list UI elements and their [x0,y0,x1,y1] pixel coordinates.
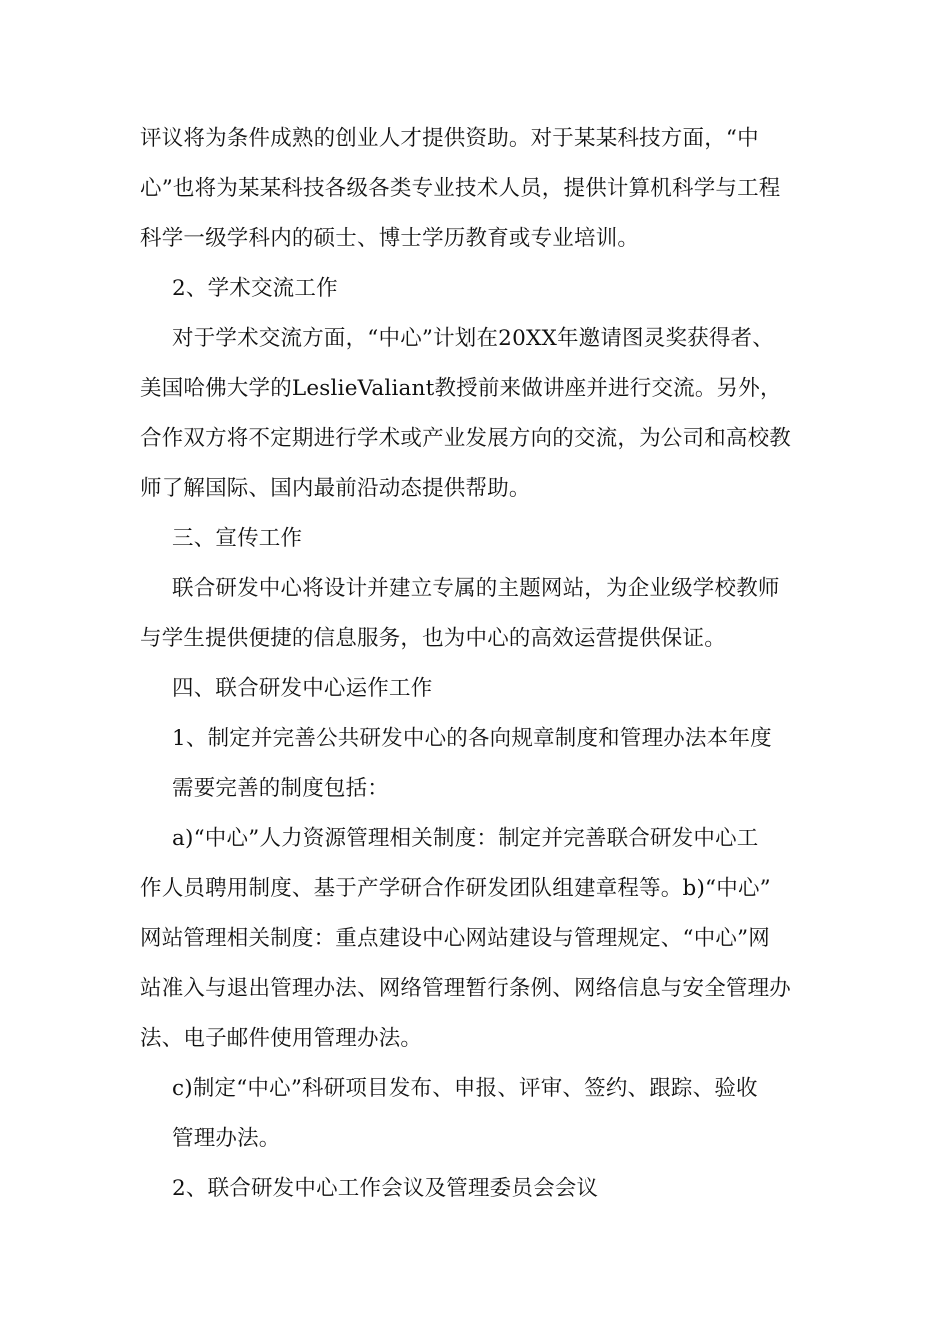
paragraph-line: 美国哈佛大学的LeslieValiant教授前来做讲座并进行交流。另外， [140,376,782,401]
paragraph-line: 与学生提供便捷的信息服务，也为中心的高效运营提供保证。 [140,626,726,651]
section-heading: 2、联合研发中心工作会议及管理委员会会议 [172,1176,599,1201]
paragraph-line: 对于学术交流方面，“中心”计划在20XX年邀请图灵奖获得者、 [172,326,774,351]
section-heading: 四、联合研发中心运作工作 [172,676,433,701]
paragraph-line: 合作双方将不定期进行学术或产业发展方向的交流，为公司和高校教 [140,426,792,451]
section-heading: 三、宣传工作 [172,526,303,551]
paragraph-line: 心”也将为某某科技各级各类专业技术人员，提供计算机科学与工程 [140,176,781,201]
paragraph-line: 网站管理相关制度：重点建设中心网站建设与管理规定、“中心”网 [140,926,770,951]
paragraph-line: 科学一级学科内的硕士、博士学历教育或专业培训。 [140,226,640,251]
paragraph-line: 站准入与退出管理办法、网络管理暂行条例、网络信息与安全管理办 [140,976,792,1001]
paragraph-line: c)制定“中心”科研项目发布、申报、评审、签约、跟踪、验收 [172,1076,758,1101]
paragraph-line: 师了解国际、国内最前沿动态提供帮助。 [140,476,531,501]
paragraph-line: 需要完善的制度包括： [172,776,390,801]
paragraph-line: 管理办法。 [172,1126,281,1151]
paragraph-line: 1、制定并完善公共研发中心的各向规章制度和管理办法本年度 [172,726,772,751]
paragraph-line: a)“中心”人力资源管理相关制度：制定并完善联合研发中心工 [172,826,759,851]
paragraph-line: 法、电子邮件使用管理办法。 [140,1026,423,1051]
paragraph-line: 联合研发中心将设计并建立专属的主题网站，为企业级学校教师 [172,576,780,601]
section-heading: 2、学术交流工作 [172,276,338,301]
paragraph-line: 评议将为条件成熟的创业人才提供资助。对于某某科技方面，“中 [140,126,759,151]
paragraph-line: 作人员聘用制度、基于产学研合作研发团队组建章程等。b)“中心” [140,876,771,901]
